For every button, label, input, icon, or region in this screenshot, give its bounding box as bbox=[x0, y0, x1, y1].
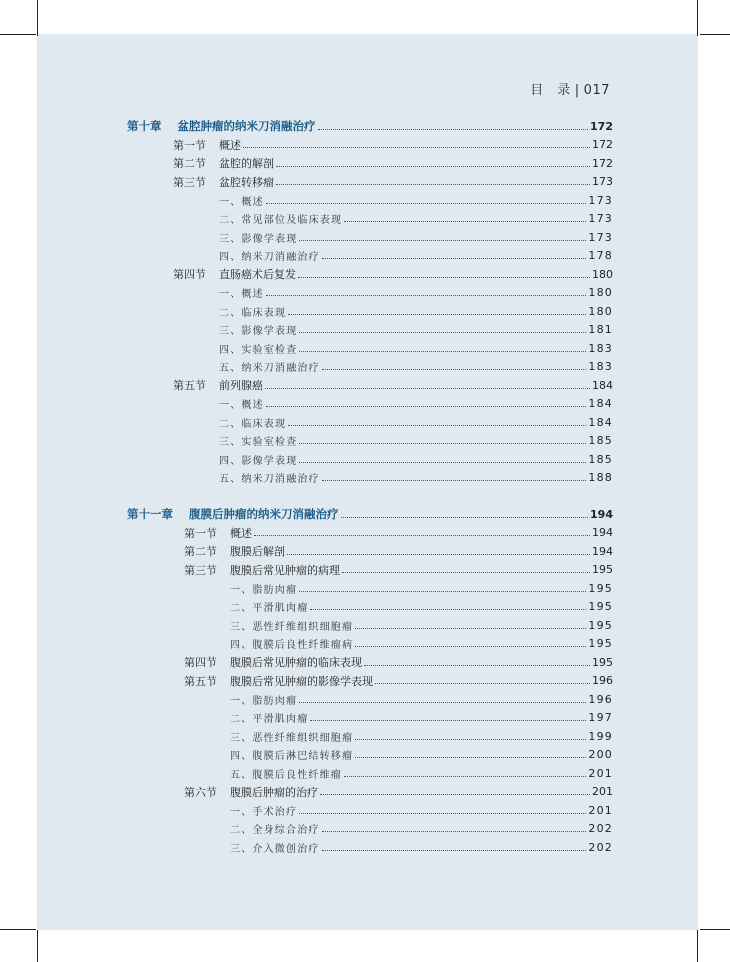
subsection-title: 二、平滑肌肉瘤 bbox=[230, 603, 309, 614]
page-number: 172 bbox=[592, 138, 613, 151]
dot-leader bbox=[299, 240, 586, 241]
page-number: 173 bbox=[588, 212, 613, 225]
page-number: 201 bbox=[592, 785, 613, 798]
section-number: 第五节 bbox=[184, 674, 217, 688]
crop-mark bbox=[700, 929, 730, 930]
toc-subsection-entry[interactable] bbox=[230, 616, 613, 634]
page-number: 172 bbox=[592, 156, 613, 170]
toc-subsection-entry[interactable] bbox=[219, 191, 613, 209]
subsection-title: 一、概述 bbox=[219, 400, 264, 411]
section-heading bbox=[173, 266, 296, 282]
page-number: 184 bbox=[592, 378, 613, 392]
toc-subsection-entry[interactable] bbox=[230, 820, 613, 838]
dot-leader bbox=[299, 462, 586, 463]
toc-section-entry[interactable] bbox=[184, 524, 613, 542]
toc-subsection-entry[interactable] bbox=[219, 247, 613, 265]
subsection-title: 四、影像学表现 bbox=[219, 455, 298, 467]
toc-subsection-entry[interactable] bbox=[219, 339, 613, 357]
section-heading bbox=[184, 784, 318, 800]
page-number: 194 bbox=[590, 507, 613, 521]
dot-leader bbox=[265, 388, 590, 389]
toc-subsection-entry[interactable] bbox=[230, 838, 613, 856]
subsection-title: 一、手术治疗 bbox=[230, 806, 298, 818]
toc-subsection-entry[interactable] bbox=[219, 358, 613, 376]
chapter-heading bbox=[127, 506, 339, 522]
chapter-title: 盆腔肿瘤的纳米刀消融治疗 bbox=[177, 119, 316, 133]
page-number: 201 bbox=[588, 803, 613, 817]
dot-leader bbox=[322, 480, 587, 481]
dot-leader bbox=[355, 646, 586, 647]
page-number: 181 bbox=[588, 323, 613, 336]
section-heading bbox=[184, 543, 285, 559]
subsection-title: 二、常见部位及临床表现 bbox=[219, 215, 343, 226]
section-title: 盆腔的解剖 bbox=[219, 157, 274, 170]
dot-leader bbox=[288, 314, 586, 315]
page-number: 195 bbox=[588, 600, 613, 613]
dot-leader bbox=[375, 683, 590, 684]
dot-leader bbox=[322, 258, 587, 259]
toc-section-entry[interactable] bbox=[173, 265, 613, 283]
toc-subsection-entry[interactable] bbox=[219, 413, 613, 431]
page-number: 173 bbox=[588, 193, 613, 207]
page-number: 185 bbox=[588, 452, 613, 466]
page-number: 173 bbox=[588, 230, 613, 244]
dot-leader bbox=[299, 443, 586, 444]
page-number: 195 bbox=[592, 655, 613, 669]
dot-leader bbox=[322, 369, 587, 370]
dot-leader bbox=[318, 129, 589, 130]
subsection-title: 一、脂肪肉瘤 bbox=[230, 695, 298, 707]
crop-mark bbox=[0, 929, 36, 930]
dot-leader bbox=[287, 554, 590, 555]
toc-subsection-entry[interactable] bbox=[230, 579, 613, 597]
toc-subsection-entry[interactable] bbox=[230, 635, 613, 653]
dot-leader bbox=[322, 850, 587, 851]
page-number: 195 bbox=[588, 581, 613, 595]
dot-leader bbox=[310, 720, 586, 721]
section-number: 第二节 bbox=[173, 157, 206, 170]
dot-leader bbox=[320, 794, 590, 795]
page-number: 184 bbox=[588, 415, 613, 429]
dot-leader bbox=[298, 277, 590, 278]
dot-leader bbox=[299, 591, 586, 592]
chapter-number: 第十一章 bbox=[127, 507, 173, 521]
page-number: 196 bbox=[588, 692, 613, 706]
subsection-title: 三、介入微创治疗 bbox=[230, 843, 320, 855]
header-page-number: 017 bbox=[583, 83, 610, 98]
page-number: 199 bbox=[588, 729, 613, 743]
page-number: 195 bbox=[588, 618, 613, 632]
subsection-title: 三、恶性纤维组织细胞瘤 bbox=[230, 732, 354, 744]
section-heading bbox=[184, 654, 362, 670]
page-number: 172 bbox=[590, 119, 613, 133]
page-number: 185 bbox=[588, 434, 613, 447]
page-number: 178 bbox=[588, 249, 613, 262]
subsection-title: 一、脂肪肉瘤 bbox=[230, 584, 298, 596]
section-number: 第四节 bbox=[184, 656, 217, 669]
page-number: 184 bbox=[588, 397, 613, 410]
section-heading bbox=[173, 155, 274, 171]
page-number: 194 bbox=[592, 526, 613, 539]
page-number: 194 bbox=[592, 544, 613, 558]
dot-leader bbox=[243, 147, 590, 148]
subsection-title: 一、概述 bbox=[219, 196, 264, 208]
page-number: 201 bbox=[588, 766, 613, 780]
page-number: 180 bbox=[588, 286, 613, 299]
dot-leader bbox=[299, 351, 586, 352]
subsection-title: 二、临床表现 bbox=[219, 307, 287, 319]
toc-subsection-entry[interactable] bbox=[230, 709, 613, 727]
dot-leader bbox=[355, 628, 586, 629]
page-number: 197 bbox=[588, 711, 613, 724]
section-title: 腹膜后解剖 bbox=[230, 545, 285, 558]
dot-leader bbox=[254, 535, 590, 536]
subsection-title: 四、实验室检查 bbox=[219, 344, 298, 356]
subsection-title: 二、临床表现 bbox=[219, 418, 287, 430]
toc-subsection-entry[interactable] bbox=[230, 746, 613, 764]
chapter-title: 腹膜后肿瘤的纳米刀消融治疗 bbox=[189, 507, 339, 521]
dot-leader bbox=[299, 332, 586, 333]
dot-leader bbox=[266, 406, 587, 407]
toc-subsection-entry[interactable] bbox=[219, 210, 613, 228]
dot-leader bbox=[299, 702, 586, 703]
dot-leader bbox=[288, 425, 586, 426]
header-separator: | bbox=[574, 83, 580, 98]
section-number: 第二节 bbox=[184, 545, 217, 558]
subsection-title: 二、平滑肌肉瘤 bbox=[230, 714, 309, 725]
section-title: 腹膜后肿瘤的治疗 bbox=[230, 785, 318, 799]
running-header bbox=[530, 79, 610, 98]
toc-subsection-entry[interactable] bbox=[230, 764, 613, 782]
section-heading bbox=[173, 174, 274, 190]
toc-subsection-entry[interactable] bbox=[219, 469, 613, 487]
subsection-title: 五、纳米刀消融治疗 bbox=[219, 474, 320, 485]
page-number: 200 bbox=[588, 748, 613, 761]
toc-subsection-entry[interactable] bbox=[219, 321, 613, 339]
chapter-number: 第十章 bbox=[127, 119, 162, 133]
toc-section-entry[interactable] bbox=[184, 653, 613, 671]
toc-chapter-entry[interactable] bbox=[127, 117, 613, 135]
dot-leader bbox=[355, 739, 586, 740]
section-title: 腹膜后常见肿瘤的病理 bbox=[230, 563, 340, 577]
dot-leader bbox=[310, 609, 586, 610]
toc-subsection-entry[interactable] bbox=[219, 228, 613, 246]
page-number: 183 bbox=[588, 341, 613, 355]
toc-subsection-entry[interactable] bbox=[230, 690, 613, 708]
subsection-title: 二、全身综合治疗 bbox=[230, 825, 320, 836]
toc-chapter-entry[interactable] bbox=[127, 505, 613, 523]
section-title: 腹膜后常见肿瘤的临床表现 bbox=[230, 656, 362, 669]
toc-subsection-entry[interactable] bbox=[230, 801, 613, 819]
subsection-title: 五、腹膜后良性纤维瘤 bbox=[230, 769, 342, 781]
section-number: 第三节 bbox=[184, 563, 217, 577]
section-title: 前列腺癌 bbox=[219, 379, 263, 392]
section-number: 第五节 bbox=[173, 379, 206, 392]
dot-leader bbox=[276, 166, 590, 167]
toc-section-entry[interactable] bbox=[184, 783, 613, 801]
subsection-title: 五、纳米刀消融治疗 bbox=[219, 363, 320, 374]
section-title: 概述 bbox=[219, 138, 241, 152]
page-number: 183 bbox=[588, 360, 613, 373]
dot-leader bbox=[276, 184, 590, 185]
dot-leader bbox=[266, 295, 587, 296]
section-number: 第六节 bbox=[184, 785, 217, 799]
toc-subsection-entry[interactable] bbox=[219, 432, 613, 450]
section-title: 概述 bbox=[230, 526, 252, 540]
page-number: 202 bbox=[588, 822, 613, 835]
toc-subsection-entry[interactable] bbox=[219, 450, 613, 468]
toc-section-entry[interactable] bbox=[173, 376, 613, 394]
page-number: 173 bbox=[592, 175, 613, 188]
section-number: 第一节 bbox=[173, 138, 206, 152]
crop-mark bbox=[37, 930, 38, 962]
dot-leader bbox=[299, 813, 586, 814]
subsection-title: 三、影像学表现 bbox=[219, 233, 298, 245]
toc-section-entry[interactable] bbox=[173, 173, 613, 191]
dot-leader bbox=[355, 757, 586, 758]
crop-mark bbox=[697, 930, 698, 962]
toc-subsection-entry[interactable] bbox=[230, 727, 613, 745]
toc-section-entry[interactable] bbox=[173, 136, 613, 154]
section-heading bbox=[184, 673, 373, 689]
section-heading bbox=[173, 377, 263, 393]
toc-subsection-entry[interactable] bbox=[230, 598, 613, 616]
page-number: 180 bbox=[588, 304, 613, 318]
section-number: 第一节 bbox=[184, 526, 217, 540]
toc-subsection-entry[interactable] bbox=[219, 395, 613, 413]
page-number: 188 bbox=[588, 471, 613, 484]
crop-mark bbox=[697, 0, 698, 36]
toc-section-entry[interactable] bbox=[173, 154, 613, 172]
section-title: 腹膜后常见肿瘤的影像学表现 bbox=[230, 674, 373, 688]
page-number: 202 bbox=[588, 840, 613, 854]
section-heading bbox=[184, 525, 252, 541]
crop-mark bbox=[0, 34, 36, 35]
subsection-title: 四、纳米刀消融治疗 bbox=[219, 252, 320, 263]
section-number: 第四节 bbox=[173, 268, 206, 281]
section-heading bbox=[173, 137, 241, 153]
page-number: 196 bbox=[592, 674, 613, 687]
toc-subsection-entry[interactable] bbox=[219, 284, 613, 302]
toc-section-entry[interactable] bbox=[184, 542, 613, 560]
dot-leader bbox=[341, 517, 589, 518]
toc-section-entry[interactable] bbox=[184, 561, 613, 579]
dot-leader bbox=[266, 203, 587, 204]
toc-section-entry[interactable] bbox=[184, 672, 613, 690]
toc-subsection-entry[interactable] bbox=[219, 302, 613, 320]
dot-leader bbox=[342, 572, 590, 573]
crop-mark bbox=[37, 0, 38, 36]
dot-leader bbox=[344, 776, 586, 777]
section-number: 第三节 bbox=[173, 175, 206, 189]
section-heading bbox=[184, 562, 340, 578]
crop-mark bbox=[700, 34, 730, 35]
subsection-title: 三、实验室检查 bbox=[219, 437, 298, 448]
dot-leader bbox=[344, 221, 586, 222]
dot-leader bbox=[322, 831, 587, 832]
subsection-title: 四、腹膜后良性纤维瘤病 bbox=[230, 640, 354, 651]
dot-leader bbox=[364, 665, 590, 666]
subsection-title: 四、腹膜后淋巴结转移瘤 bbox=[230, 751, 354, 762]
subsection-title: 一、概述 bbox=[219, 289, 264, 300]
header-label: 目 录 bbox=[530, 83, 571, 98]
section-title: 盆腔转移瘤 bbox=[219, 175, 274, 189]
page-number: 180 bbox=[592, 267, 613, 281]
page-number: 195 bbox=[592, 563, 613, 576]
subsection-title: 三、恶性纤维组织细胞瘤 bbox=[230, 621, 354, 633]
page-number: 195 bbox=[588, 637, 613, 650]
subsection-title: 三、影像学表现 bbox=[219, 326, 298, 337]
chapter-heading bbox=[127, 118, 316, 134]
section-title: 直肠癌术后复发 bbox=[219, 268, 296, 281]
